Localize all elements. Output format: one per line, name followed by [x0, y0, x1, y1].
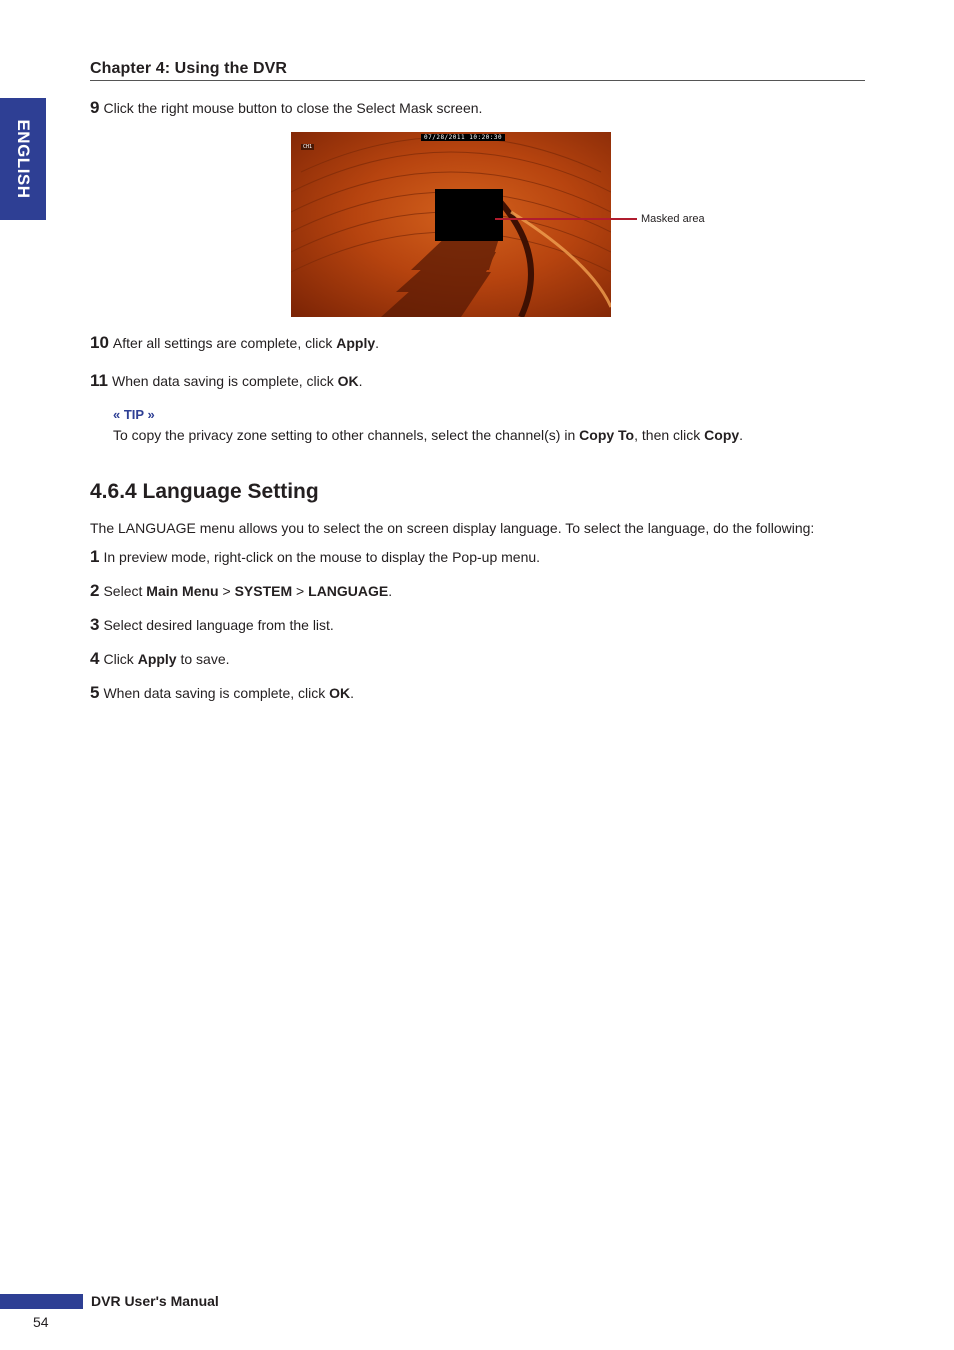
language-label: LANGUAGE	[308, 583, 389, 599]
language-step-2	[90, 582, 392, 600]
language-side-tab-label: ENGLISH	[14, 119, 33, 199]
section-intro: The LANGUAGE menu allows you to select the on screen display language. To select the language, do the following:	[90, 520, 815, 536]
chapter-header: Chapter 4: Using the DVR	[90, 60, 865, 81]
callout-line	[495, 218, 637, 220]
step-text-end: .	[358, 373, 363, 389]
step-number: 1	[90, 547, 100, 566]
step-number: 9	[90, 98, 100, 117]
step-text: Select	[103, 583, 147, 599]
step-text: Click the right mouse button to close the Select Mask screen.	[103, 100, 483, 116]
step-text-end: .	[350, 685, 355, 701]
step-number: 2	[90, 581, 100, 600]
camera-channel-label: CH1	[303, 144, 313, 150]
step-11	[90, 372, 363, 390]
language-step-5	[90, 684, 354, 702]
tip-copy: Copy	[704, 427, 740, 443]
step-number: 4	[90, 649, 100, 668]
tip-text	[113, 427, 743, 443]
step-bold-text: OK	[337, 373, 359, 389]
step-number: 3	[90, 615, 100, 634]
step-text: When data saving is complete, click	[111, 373, 338, 389]
step-text-end: .	[375, 335, 380, 351]
section-title: 4.6.4 Language Setting	[90, 480, 319, 503]
step-number: 11	[90, 371, 108, 390]
step-text-end: to save.	[176, 651, 230, 667]
step-bold-text: Apply	[137, 651, 177, 667]
step-text: In preview mode, right-click on the mouse to display the Pop-up menu.	[103, 549, 541, 565]
language-step-3	[90, 616, 334, 634]
page-number: 54	[33, 1314, 49, 1330]
step-number: 5	[90, 683, 100, 702]
system-label: SYSTEM	[234, 583, 293, 599]
step-bold-text: OK	[329, 685, 351, 701]
separator: >	[292, 583, 309, 599]
step-9	[90, 99, 482, 117]
language-step-1	[90, 548, 540, 566]
separator: >	[218, 583, 235, 599]
language-step-4	[90, 650, 230, 668]
step-text: Select desired language from the list.	[103, 617, 334, 633]
step-number: 10	[90, 333, 109, 352]
step-text: Click	[103, 651, 138, 667]
tip-text-start: To copy the privacy zone setting to other channels, select the channel(s) in	[113, 427, 580, 443]
step-bold-text: Apply	[336, 335, 376, 351]
callout-label: Masked area	[641, 213, 705, 225]
step-text: After all settings are complete, click	[112, 335, 337, 351]
tip-text-middle: , then click	[634, 427, 705, 443]
step-10	[90, 334, 379, 352]
footer-bar	[0, 1294, 83, 1309]
tip-copy-to: Copy To	[579, 427, 635, 443]
main-menu-label: Main Menu	[146, 583, 219, 599]
camera-timestamp: 07/28/2011 10:20:30	[421, 134, 505, 141]
step-text: When data saving is complete, click	[103, 685, 330, 701]
tip-text-end: .	[739, 427, 744, 443]
footer-manual-title: DVR User's Manual	[91, 1293, 219, 1309]
language-side-tab	[0, 98, 46, 220]
step-text-end: .	[388, 583, 393, 599]
privacy-mask-block	[435, 189, 503, 241]
tip-title: « TIP »	[113, 407, 155, 422]
camera-screenshot	[291, 132, 611, 317]
